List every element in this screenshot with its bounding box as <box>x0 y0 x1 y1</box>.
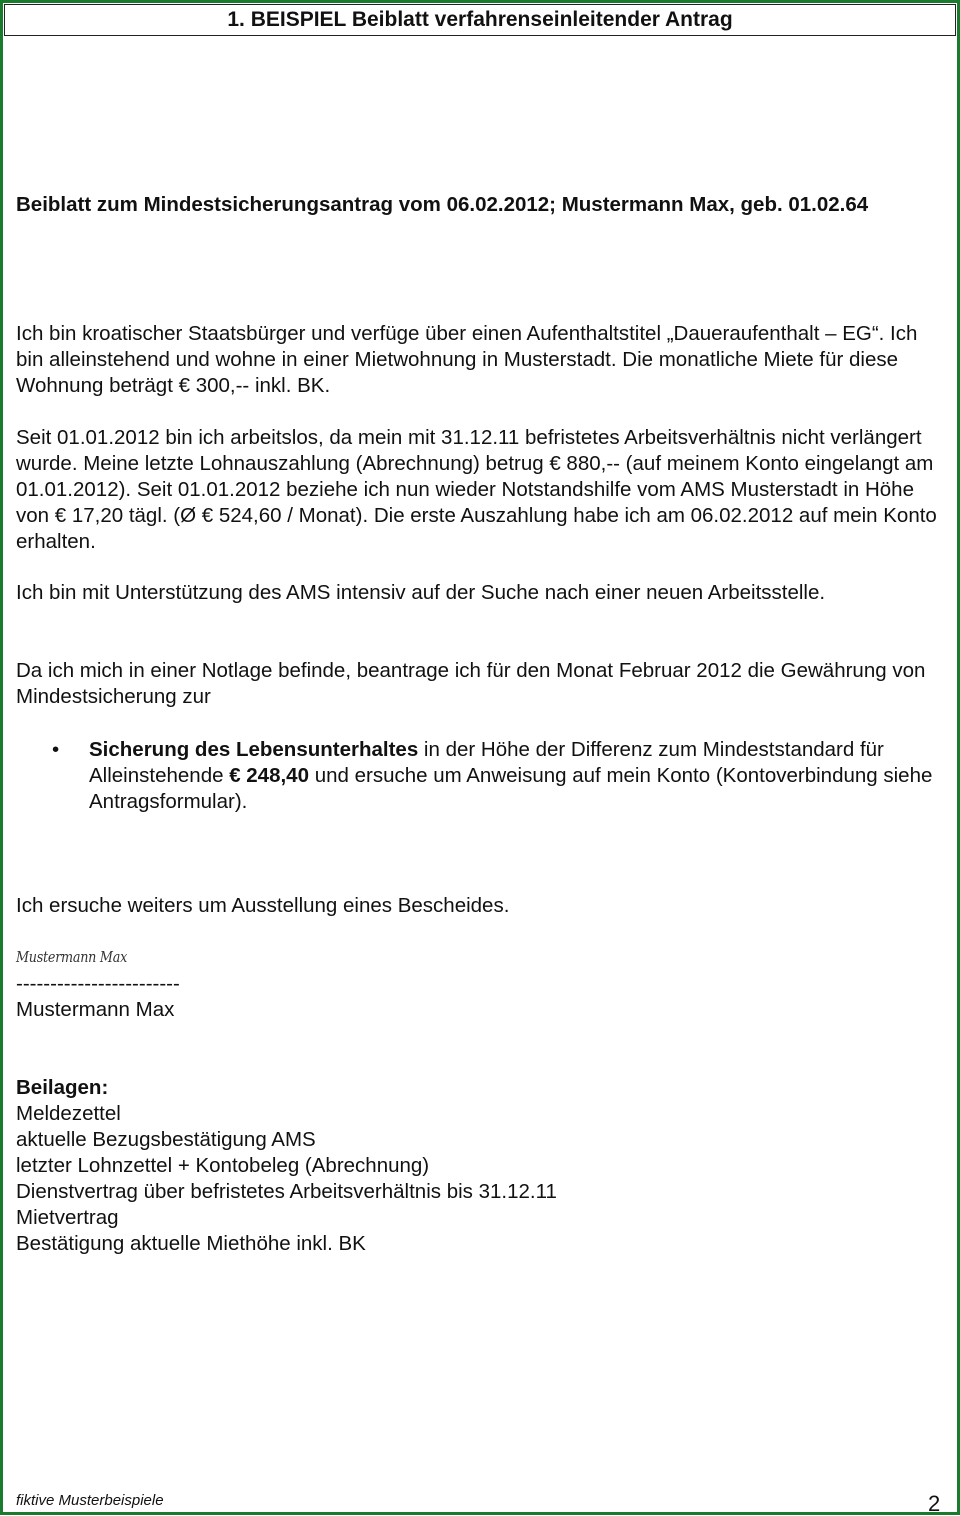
paragraph-employment: Seit 01.01.2012 bin ich arbeitslos, da mein mit 31.12.11 befristetes Arbeitsverhältnis nicht verlängert wurde. Meine letzte Lohnauszahlung (Abrechnung) betrug € 880,-- (auf meinem Konto eingelangt am 01.01.2012). Seit 01.01.2012 beziehe ich nun wieder Notstandshilfe vom AMS Musterstadt in Höhe von € 17,20 tägl. (Ø € 524,60 / Monat). Die erste Auszahlung habe ich am 06.02.2012 auf mein Konto erhalten. <box>16 426 937 553</box>
attachments-title: Beilagen: <box>16 1076 109 1099</box>
list-item: Mietvertrag <box>16 1206 119 1229</box>
bullet-text-end: und ersuche um Anweisung auf mein Konto (Kontoverbindung siehe Antragsformular). <box>89 764 933 813</box>
subject-line: Beiblatt zum Mindestsicherungsantrag vom 06.02.2012; Mustermann Max, geb. 01.02.64 <box>16 193 869 216</box>
list-item: Dienstvertrag über befristetes Arbeitsverhältnis bis 31.12.11 <box>16 1180 557 1203</box>
attachments-list <box>16 1101 557 1257</box>
page-number: 2 <box>928 1491 941 1516</box>
signature-name: Mustermann Max <box>16 998 175 1021</box>
bullet-bold-lead: Sicherung des Lebensunterhaltes <box>89 738 419 761</box>
signature-line: ------------------------ <box>16 972 180 995</box>
bullet-text <box>89 737 939 815</box>
footer-note: fiktive Musterbeispiele <box>16 1492 164 1509</box>
paragraph-job-search: Ich bin mit Unterstützung des AMS intensiv auf der Suche nach einer neuen Arbeitsstelle. <box>16 581 826 604</box>
list-item: letzter Lohnzettel + Kontobeleg (Abrechnung) <box>16 1154 430 1177</box>
list-item: aktuelle Bezugsbestätigung AMS <box>16 1128 316 1151</box>
handwritten-signature: Mustermann Max <box>16 948 128 966</box>
paragraph-request: Da ich mich in einer Notlage befinde, beantrage ich für den Monat Februar 2012 die Gewährung von Mindestsicherung zur <box>16 659 926 708</box>
list-item: Meldezettel <box>16 1102 121 1125</box>
page-title: 1. BEISPIEL Beiblatt verfahrenseinleitender Antrag <box>4 4 956 36</box>
bullet-dot-icon: • <box>52 738 60 761</box>
paragraph-residence: Ich bin kroatischer Staatsbürger und verfüge über einen Aufenthaltstitel „Daueraufenthalt – EG“. Ich bin alleinstehend und wohne in einer Mietwohnung in Musterstadt. Die monatliche Miete für diese Wohnung beträgt € 300,-- inkl. BK. <box>16 322 918 397</box>
list-item: Bestätigung aktuelle Miethöhe inkl. BK <box>16 1232 366 1255</box>
bullet-amount: € 248,40 <box>229 764 309 787</box>
bullet-text-mid: in der Höhe der Differenz zum Mindeststandard für Alleinstehende <box>89 738 884 787</box>
closing-sentence: Ich ersuche weiters um Ausstellung eines Bescheides. <box>16 894 510 917</box>
